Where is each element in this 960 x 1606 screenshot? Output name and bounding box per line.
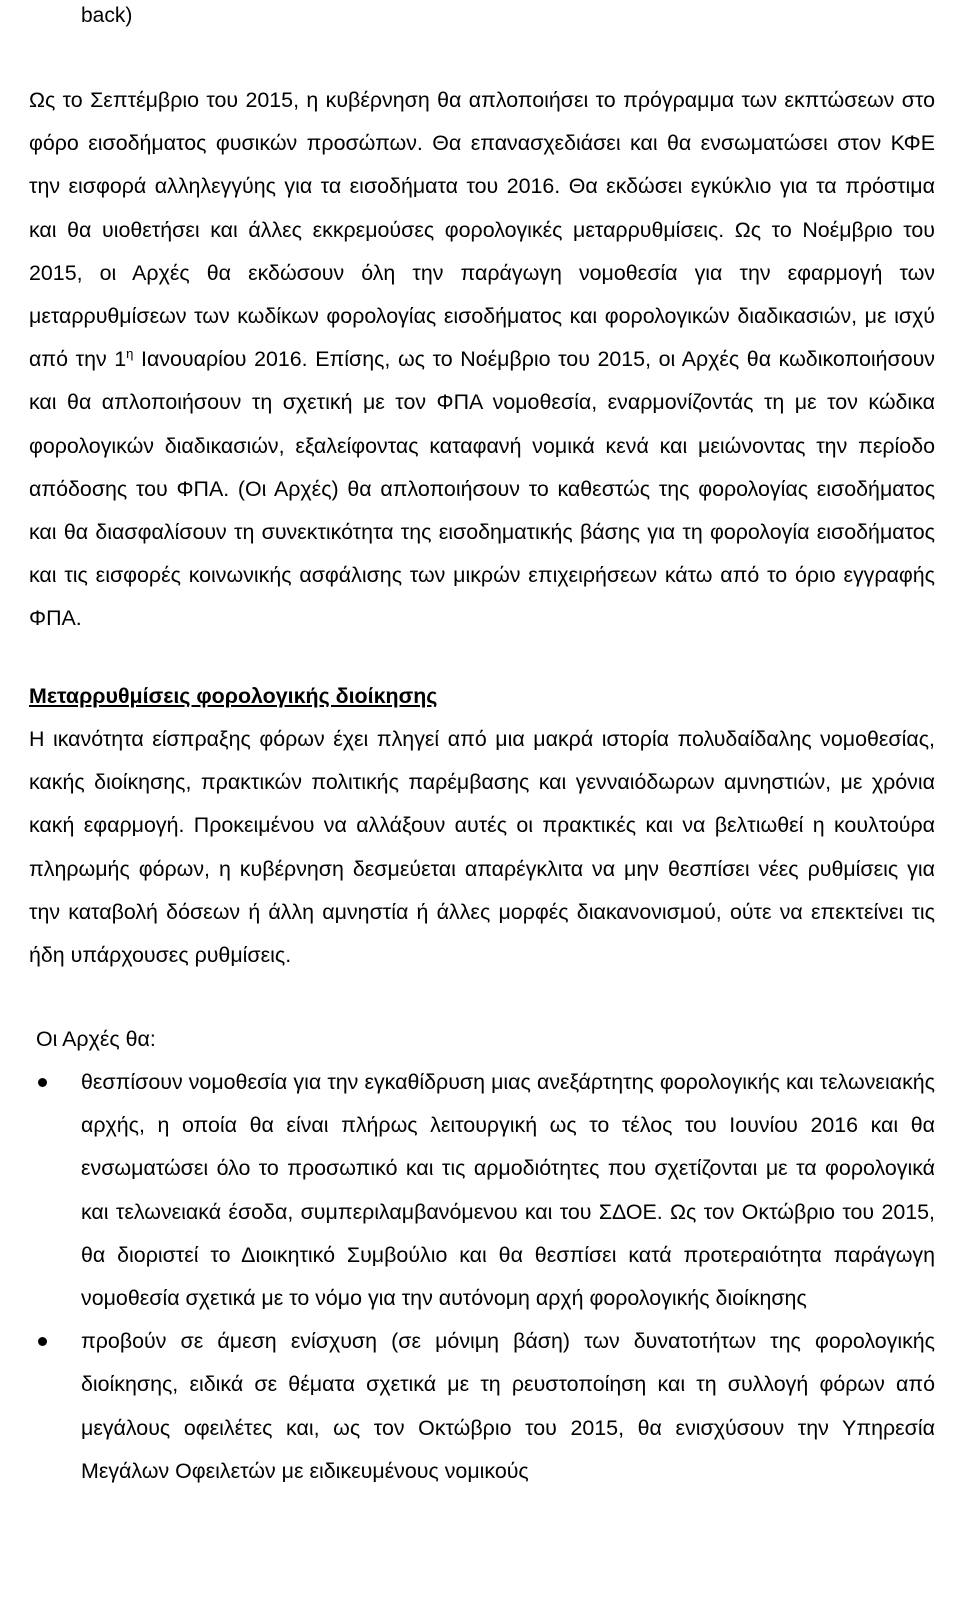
continued-text-fragment: back) <box>81 4 133 27</box>
list-item-text: θεσπίσουν νομοθεσία για την εγκαθίδρυση μιας ανεξάρτητης φορολογικής και τελωνειακής αρχής, η οποία θα είναι πλήρως λειτουργική ως το τέλος του Ιουνίου 2016 και θα ενσωματώσει όλο το προσωπικό και τις αρμοδιότητες που σχετίζονται με τα φορολογικά και τελωνειακά έσοδα, συμπεριλαμβανόμενου και του ΣΔΟΕ. Ως τον Οκτώβριο του 2015, θα διοριστεί το Διοικητικό Συμβούλιο και θα θεσπίσει κατά προτεραιότητα παράγωγη νομοθεσία σχετικά με το νόμο για την αυτόνομη αρχή φορολογικής διοίκησης <box>81 1070 935 1311</box>
measures-list <box>29 1061 935 1493</box>
paragraph-tax-administration: Η ικανότητα είσπραξης φόρων έχει πληγεί από μια μακρά ιστορία πολυδαίδαλης νομοθεσίας, κακής διοίκησης, πρακτικών πολιτικής παρέμβασης και γενναιόδωρων αμνηστιών, με χρόνια κακή εφαρμογή. Προκειμένου να αλλάξουν αυτές οι πρακτικές και να βελτιωθεί η κουλτούρα πληρωμής φόρων, η κυβέρνηση δεσμεύεται απαρέγκλιτα να μην θεσπίσει νέες ρυθμίσεις για την καταβολή δόσεων ή άλλη αμνηστία ή άλλες μορφές διακανονισμού, ούτε να επεκτείνει τις ήδη υπάρχουσες ρυθμίσεις. <box>29 727 935 968</box>
section-heading: Μεταρρυθμίσεις φορολογικής διοίκησης <box>29 684 438 708</box>
bullet-icon <box>38 1337 47 1346</box>
paragraph-tax-reforms <box>29 79 935 641</box>
list-item <box>29 1320 935 1493</box>
paragraph-tax-reforms-part-1: Ως το Σεπτέμβριο του 2015, η κυβέρνηση θα απλοποιήσει το πρόγραμμα των εκπτώσεων στο φόρο εισοδήματος φυσικών προσώπων. Θα επανασχεδιάσει και θα ενσωματώσει στον ΚΦΕ την εισφορά αλληλεγγύης για τα εισοδήματα του 2016. Θα εκδώσει εγκύκλιο για τα πρόστιμα και θα υιοθετήσει και άλλες εκκρεμούσες φορολογικές μεταρρυθμίσεις. Ως το Νοέμβριο του 2015, οι Αρχές θα εκδώσουν όλη την παράγωγη νομοθεσία για την εφαρμογή των μεταρρυθμίσεων των κωδίκων φορολογίας εισοδήματος και φορολογικών διαδικασιών, με ισχύ από την 1 <box>29 88 935 372</box>
list-intro: Οι Αρχές θα: <box>36 1027 156 1051</box>
list-item-text: προβούν σε άμεση ενίσχυση (σε μόνιμη βάση) των δυνατοτήτων της φορολογικής διοίκησης, ειδικά σε θέματα σχετικά με τη ρευστοποίηση και τη συλλογή φόρων από μεγάλους οφειλέτες και, ως τον Οκτώβριο του 2015, θα ενισχύσουν την Υπηρεσία Μεγάλων Οφειλετών με ειδικευμένους νομικούς <box>81 1329 935 1483</box>
ordinal-superscript: η <box>126 346 134 362</box>
paragraph-tax-reforms-part-2: Ιανουαρίου 2016. Επίσης, ως το Νοέμβριο του 2015, οι Αρχές θα κωδικοποιήσουν και θα απλοποιήσουν τη σχετική με τον ΦΠΑ νομοθεσία, εναρμονίζοντάς τη με τον κώδικα φορολογικών διαδικασιών, εξαλείφοντας καταφανή νομικά κενά και μειώνοντας την περίοδο απόδοσης του ΦΠΑ. (Οι Αρχές) θα απλοποιήσουν το καθεστώς της φορολογίας εισοδήματος και θα διασφαλίσουν τη συνεκτικότητα της εισοδηματικής βάσης για τη φορολογία εισοδήματος και τις εισφορές κοινωνικής ασφάλισης των μικρών επιχειρήσεων κάτω από το όριο εγγραφής ΦΠΑ. <box>29 347 935 631</box>
bullet-icon <box>38 1078 47 1087</box>
list-item <box>29 1061 935 1320</box>
